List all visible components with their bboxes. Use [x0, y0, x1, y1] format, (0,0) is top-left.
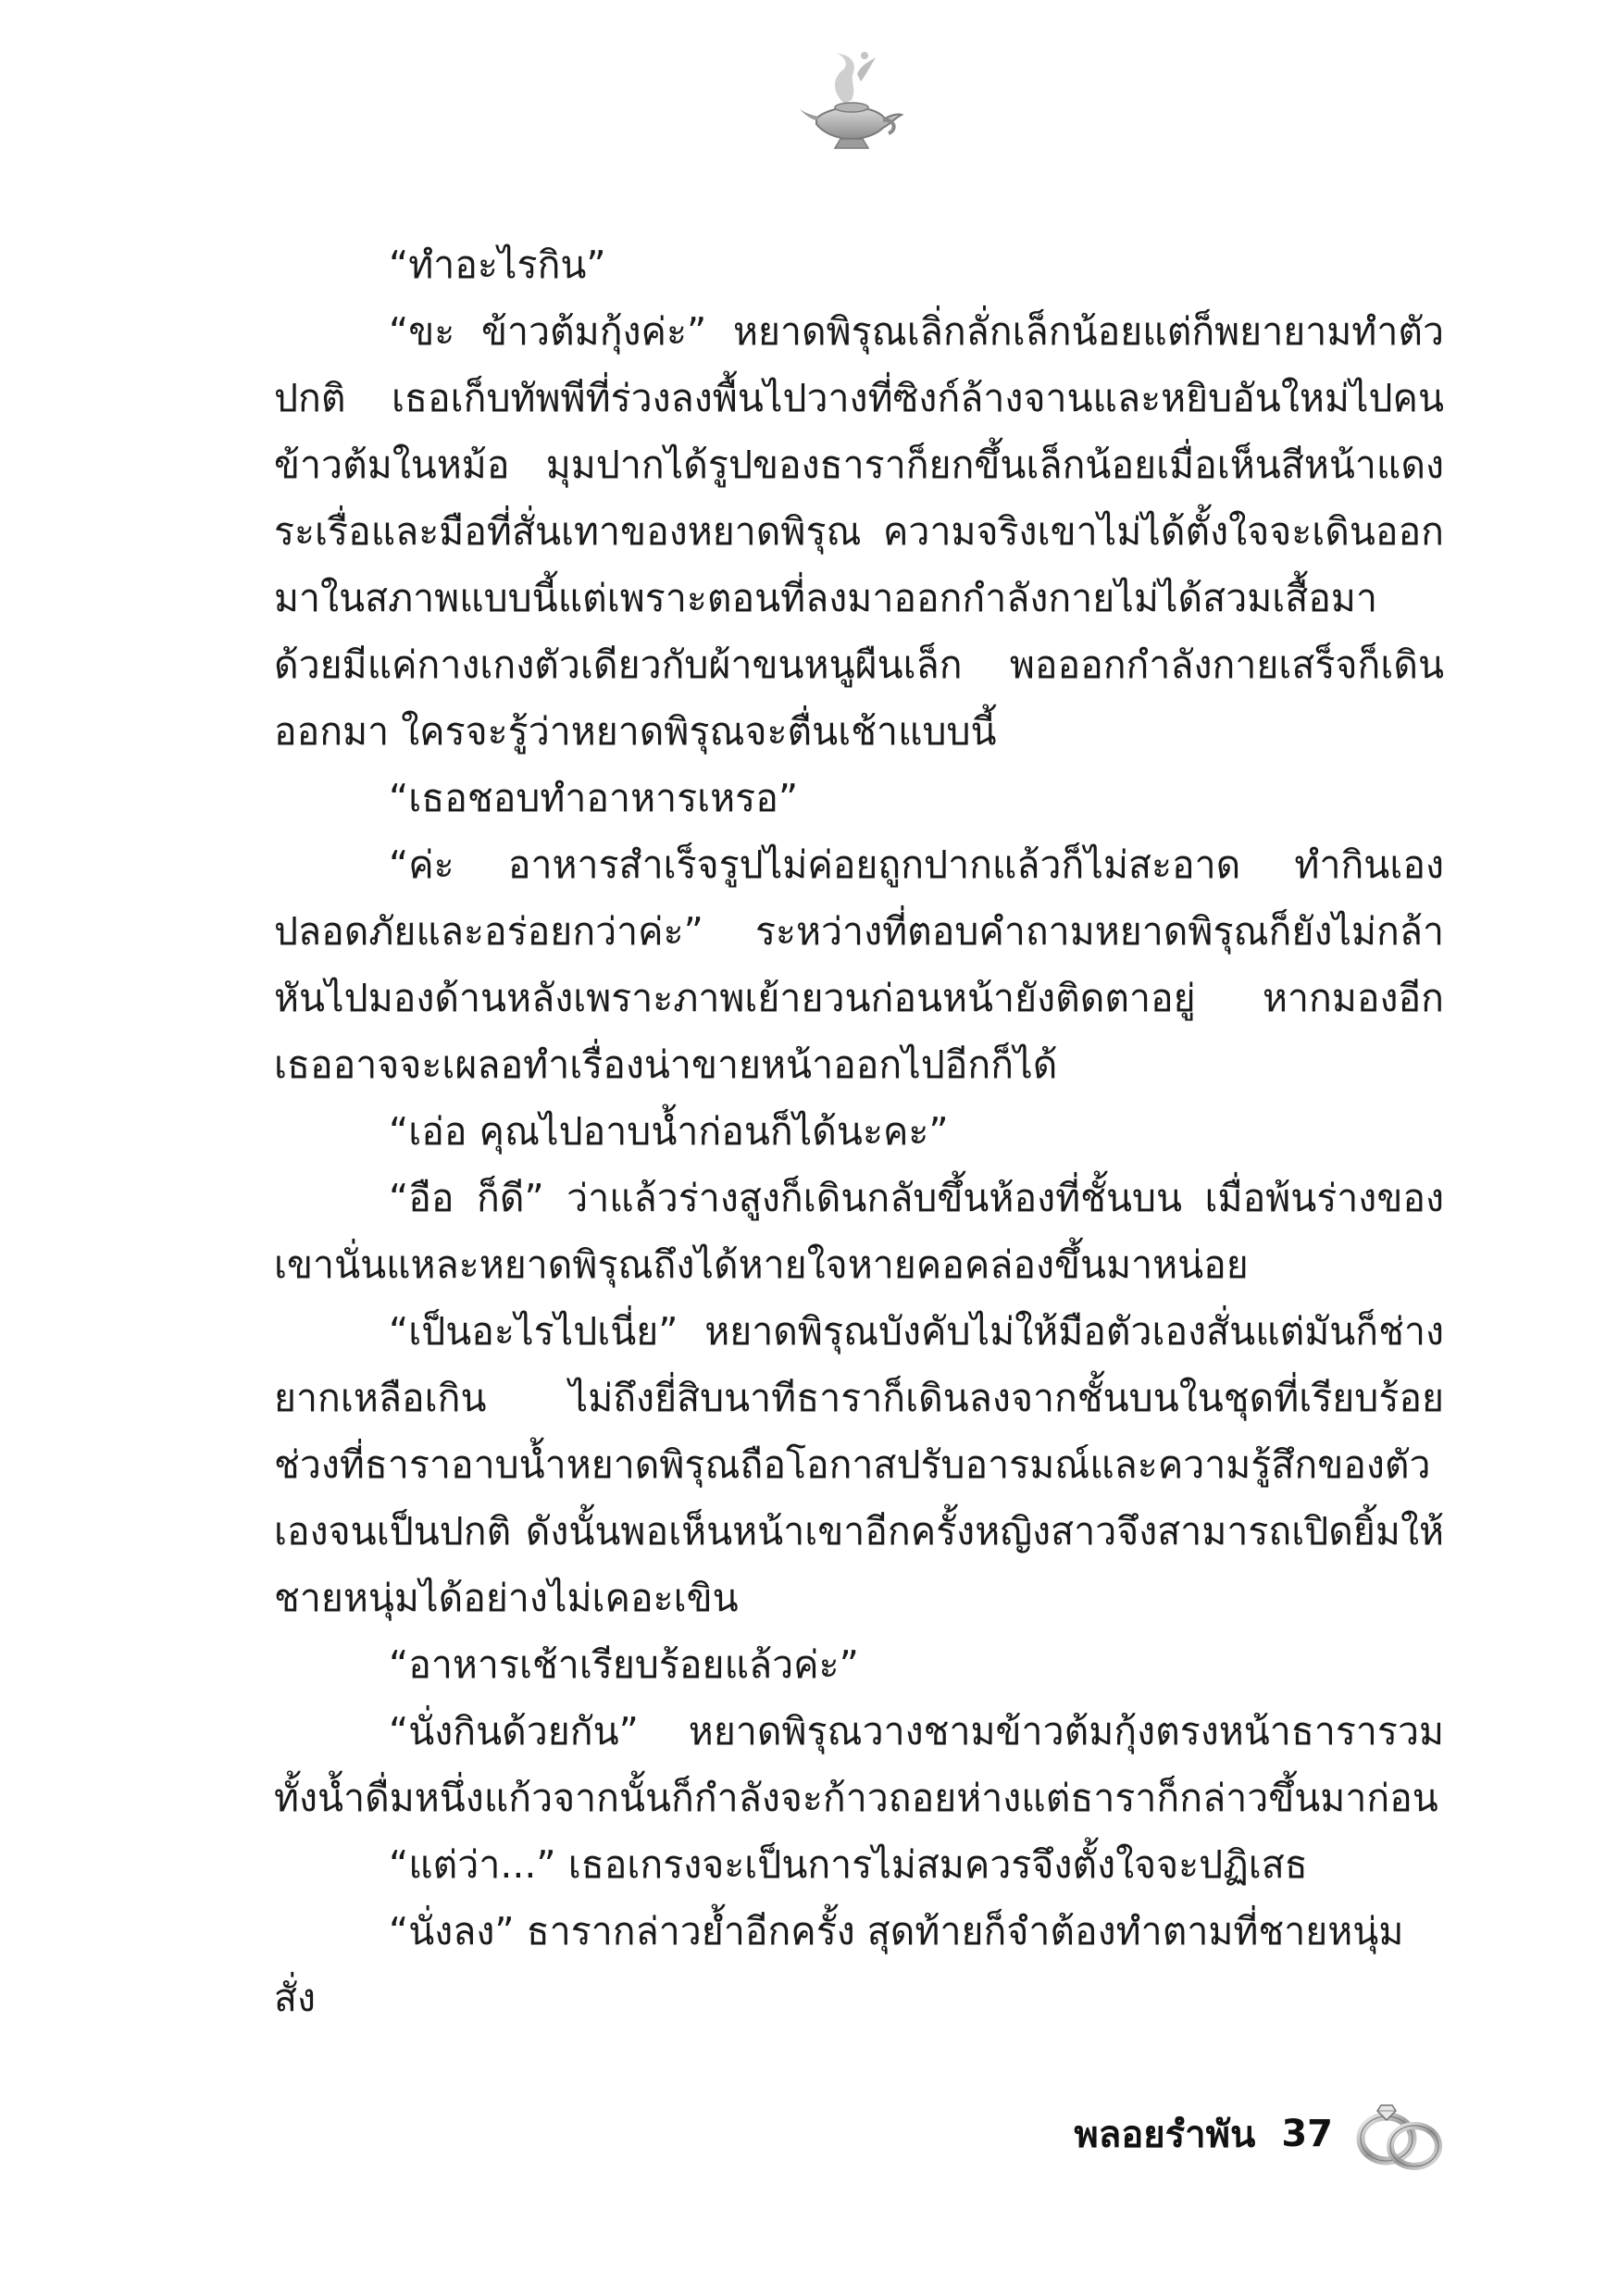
page-number: 37 — [1281, 2113, 1333, 2155]
story-paragraph: “ทำอะไรกิน” — [389, 243, 606, 287]
story-paragraph: “เธอชอบทำอาหารเหรอ” — [389, 776, 799, 820]
genie-lamp-icon — [796, 46, 907, 157]
story-paragraph: “แต่ว่า...” เธอเกรงจะเป็นการไม่สมควรจึงตั้งใจจะปฏิเสธ — [389, 1842, 1308, 1887]
page-footer — [1074, 2092, 1451, 2176]
story-paragraph: “นั่งลง” ธารากล่าวย้ำอีกครั้ง สุดท้ายก็จำต้องทำตามที่ชายหนุ่มสั่ง — [274, 1909, 1404, 2020]
story-paragraph: “เอ่อ คุณไปอาบน้ำก่อนก็ได้นะคะ” — [389, 1109, 949, 1154]
story-paragraph: “เป็นอะไรไปเนี่ย” หยาดพิรุณบังคับไม่ให้มือตัวเองสั่นแต่มันก็ช่างยากเหลือเกิน ไม่ถึงยี่สิบนาทีธาราก็เดินลงจากชั้นบนในชุดที่เรียบร้อย ช่วงที่ธาราอาบน้ำหยาดพิรุณถือโอกาสปรับอารมณ์และความรู้สึกของตัวเองจนเป็นปกติ ดังนั้นพอเห็นหน้าเขาอีกครั้งหญิงสาวจึงสามารถเปิดยิ้มให้ชายหนุ่มได้อย่างไม่เคอะเขิน — [274, 1309, 1444, 1620]
story-paragraph: “อือ ก็ดี” ว่าแล้วร่างสูงก็เดินกลับขึ้นห้องที่ชั้นบน เมื่อพ้นร่างของเขานั่นแหละหยาดพิรุณถึงได้หายใจหายคอคล่องขึ้นมาหน่อย — [274, 1176, 1444, 1287]
story-text — [274, 231, 1444, 2031]
wedding-rings-icon — [1350, 2092, 1451, 2176]
story-paragraph: “ขะ ข้าวต้มกุ้งค่ะ” หยาดพิรุณเลิ่กลั่กเล็กน้อยแต่ก็พยายามทำตัวปกติ เธอเก็บทัพพีที่ร่วงลงพื้นไปวางที่ซิงก์ล้างจานและหยิบอันใหม่ไปคนข้าวต้มในหม้อ มุมปากได้รูปของธาราก็ยกขึ้นเล็กน้อยเมื่อเห็นสีหน้าแดงระเรื่อและมือที่สั่นเทาของหยาดพิรุณ ความจริงเขาไม่ได้ตั้งใจจะเดินออกมาในสภาพแบบนี้แต่เพราะตอนที่ลงมาออกกำลังกายไม่ได้สวมเสื้อมาด้วยมีแค่กางเกงตัวเดียวกับผ้าขนหนูผืนเล็ก พอออกกำลังกายเสร็จก็เดินออกมา ใครจะรู้ว่าหยาดพิรุณจะตื่นเช้าแบบนี้ — [274, 309, 1444, 754]
book-title: พลอยรำพัน — [1074, 2114, 1256, 2156]
story-paragraph: “อาหารเช้าเรียบร้อยแล้วค่ะ” — [389, 1642, 859, 1687]
story-paragraph: “ค่ะ อาหารสำเร็จรูปไม่ค่อยถูกปากแล้วก็ไม่สะอาด ทำกินเองปลอดภัยและอร่อยกว่าค่ะ” ระหว่างที่ตอบคำถามหยาดพิรุณก็ยังไม่กล้าหันไปมองด้านหลังเพราะภาพเย้ายวนก่อนหน้ายังติดตาอยู่ หากมองอีกเธออาจจะเผลอทำเรื่องน่าขายหน้าออกไปอีกก็ได้ — [274, 842, 1444, 1087]
story-paragraph: “นั่งกินด้วยกัน” หยาดพิรุณวางชามข้าวต้มกุ้งตรงหน้าธารารวมทั้งน้ำดื่มหนึ่งแก้วจากนั้นก็กำลังจะก้าวถอยห่างแต่ธาราก็กล่าวขึ้นมาก่อน — [274, 1709, 1444, 1820]
